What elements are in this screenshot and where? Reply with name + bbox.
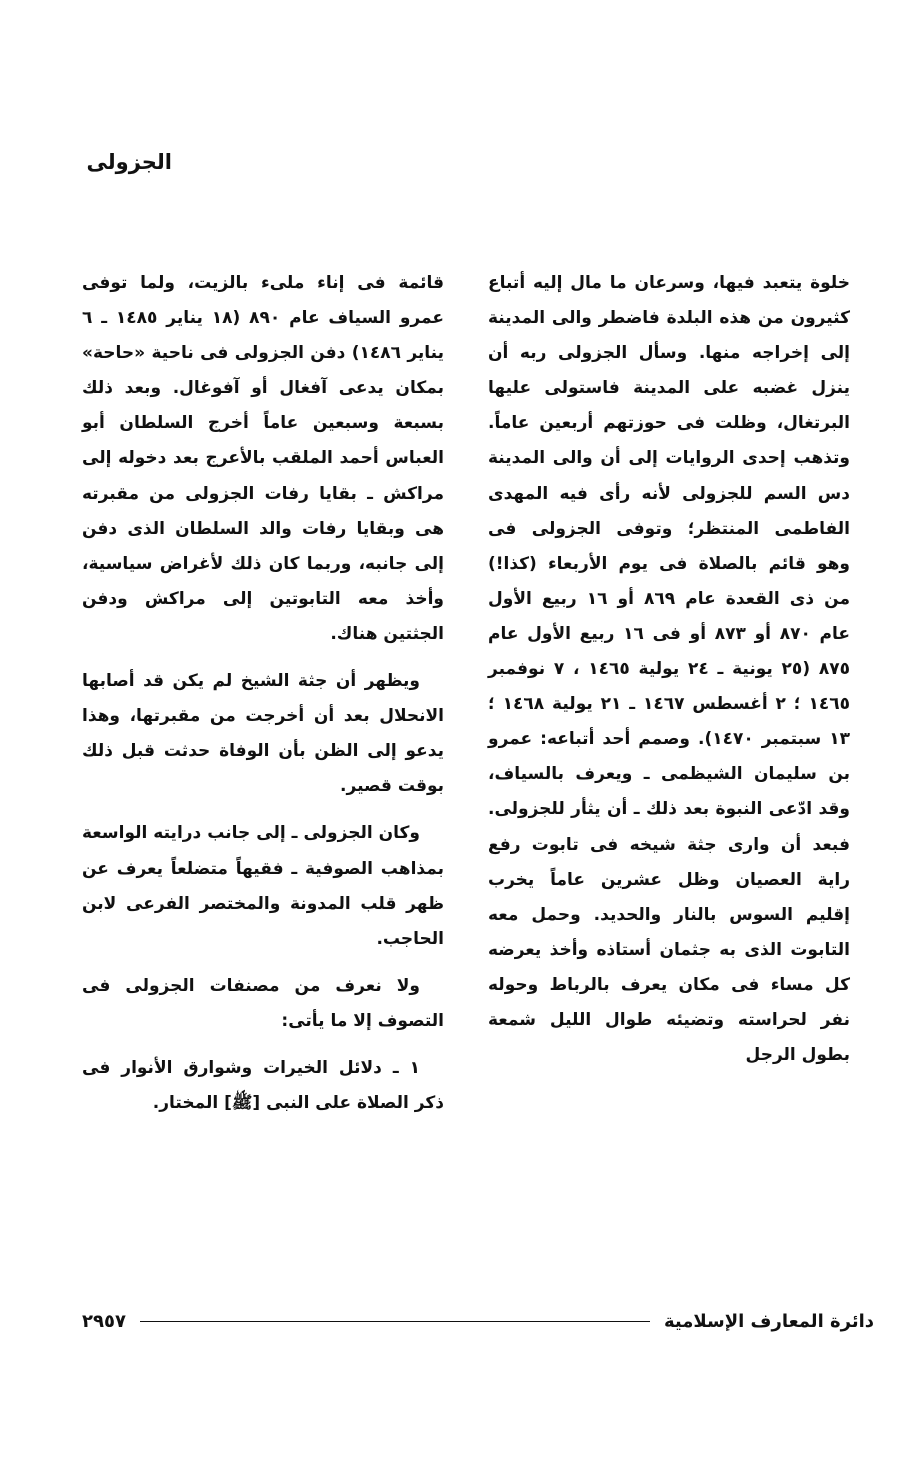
list-item: ١ ـ دلائل الخيرات وشوارق الأنوار فى ذكر الصلاة على النبى [ﷺ] المختار. — [82, 1057, 444, 1114]
paragraph: ويظهر أن جثة الشيخ لم يكن قد أصابها الانحلال بعد أن أخرجت من مقبرتها، وهذا يدعو إلى الظن بأن الوفاة حدثت قبل ذلك بوقت قصير. — [82, 671, 444, 797]
paragraph: خلوة يتعبد فيها، وسرعان ما مال إليه أتباع كثيرون من هذه البلدة فاضطر والى المدينة إلى إخراجه منها. وسأل الجزولى ربه أن ينزل غضبه على المدينة فاستولى عليها البرتغال، وظلت فى حوزتهم أربعين عاماً. وتذهب إحدى الروايات إلى أن والى المدينة دس السم للجزولى لأنه رأى فيه المهدى الفاطمى المنتظر؛ وتوفى الجزولى فى وهو قائم بالصلاة فى يوم الأربعاء (كذا!) من ذى القعدة عام ٨٦٩ أو ١٦ ربيع الأول عام ٨٧٠ أو ٨٧٣ أو فى ١٦ ربيع الأول عام ٨٧٥ (٢٥ يونية ـ ٢٤ يولية ١٤٦٥ ، ٧ نوفمبر ١٤٦٥ ؛ ٢ أغسطس ١٤٦٧ ـ ٢١ يولية ١٤٦٨ ؛ ١٣ سبتمبر ١٤٧٠). وصمم أحد أتباعه: عمرو بن سليمان الشيظمى ـ ويعرف بالسياف، وقد ادّعى النبوة بعد ذلك ـ أن يثأر للجزولى. فبعد أن وارى جثة شيخه فى تابوت رفع راية العصيان وظل عشرين عاماً يخرب إقليم السوس بالنار والحديد. وحمل معه التابوت الذى به جثمان أستاذه وأخذ يعرضه كل مساء فى مكان يعرف بالرباط وحوله نفر لحراسته وتضيئه طوال الليل شمعة بطول الرجل — [488, 273, 851, 1066]
paragraph: ولا نعرف من مصنفات الجزولى فى التصوف إلا ما يأتى: — [82, 975, 444, 1031]
paragraph: قائمة فى إناء ملىء بالزيت، ولما توفى عمرو السياف عام ٨٩٠ (١٨ يناير ١٤٨٥ ـ ٦ يناير ١٤٨٦) دفن الجزولى فى ناحية «حاحة» بمكان يدعى آفغال أو آفوغال. وبعد ذلك بسبعة وسبعين عاماً أخرج السلطان أبو العباس أحمد الملقب بالأعرج بعد دخوله إلى مراكش ـ بقايا رفات الجزولى من مقبرته هى وبقايا رفات والد السلطان الذى دفن إلى جانبه، وربما كان ذلك لأغراض سياسية، وأخذ معه التابوتين إلى مراكش ودفن الجثتين هناك. — [82, 273, 444, 644]
publication-title: دائرة المعارف الإسلامية — [663, 1310, 874, 1332]
left-column — [82, 266, 444, 1133]
running-head: الجزولى — [86, 150, 172, 174]
page-number: ٢٩٥٧ — [82, 1310, 126, 1332]
footer-rule — [140, 1321, 650, 1322]
page-footer — [82, 1306, 874, 1336]
right-column — [488, 266, 850, 1085]
paragraph: وكان الجزولى ـ إلى جانب درايته الواسعة بمذاهب الصوفية ـ فقيهاً متضلعاً يعرف عن ظهر قلب المدونة والمختصر الفرعى لابن الحاجب. — [82, 823, 444, 949]
